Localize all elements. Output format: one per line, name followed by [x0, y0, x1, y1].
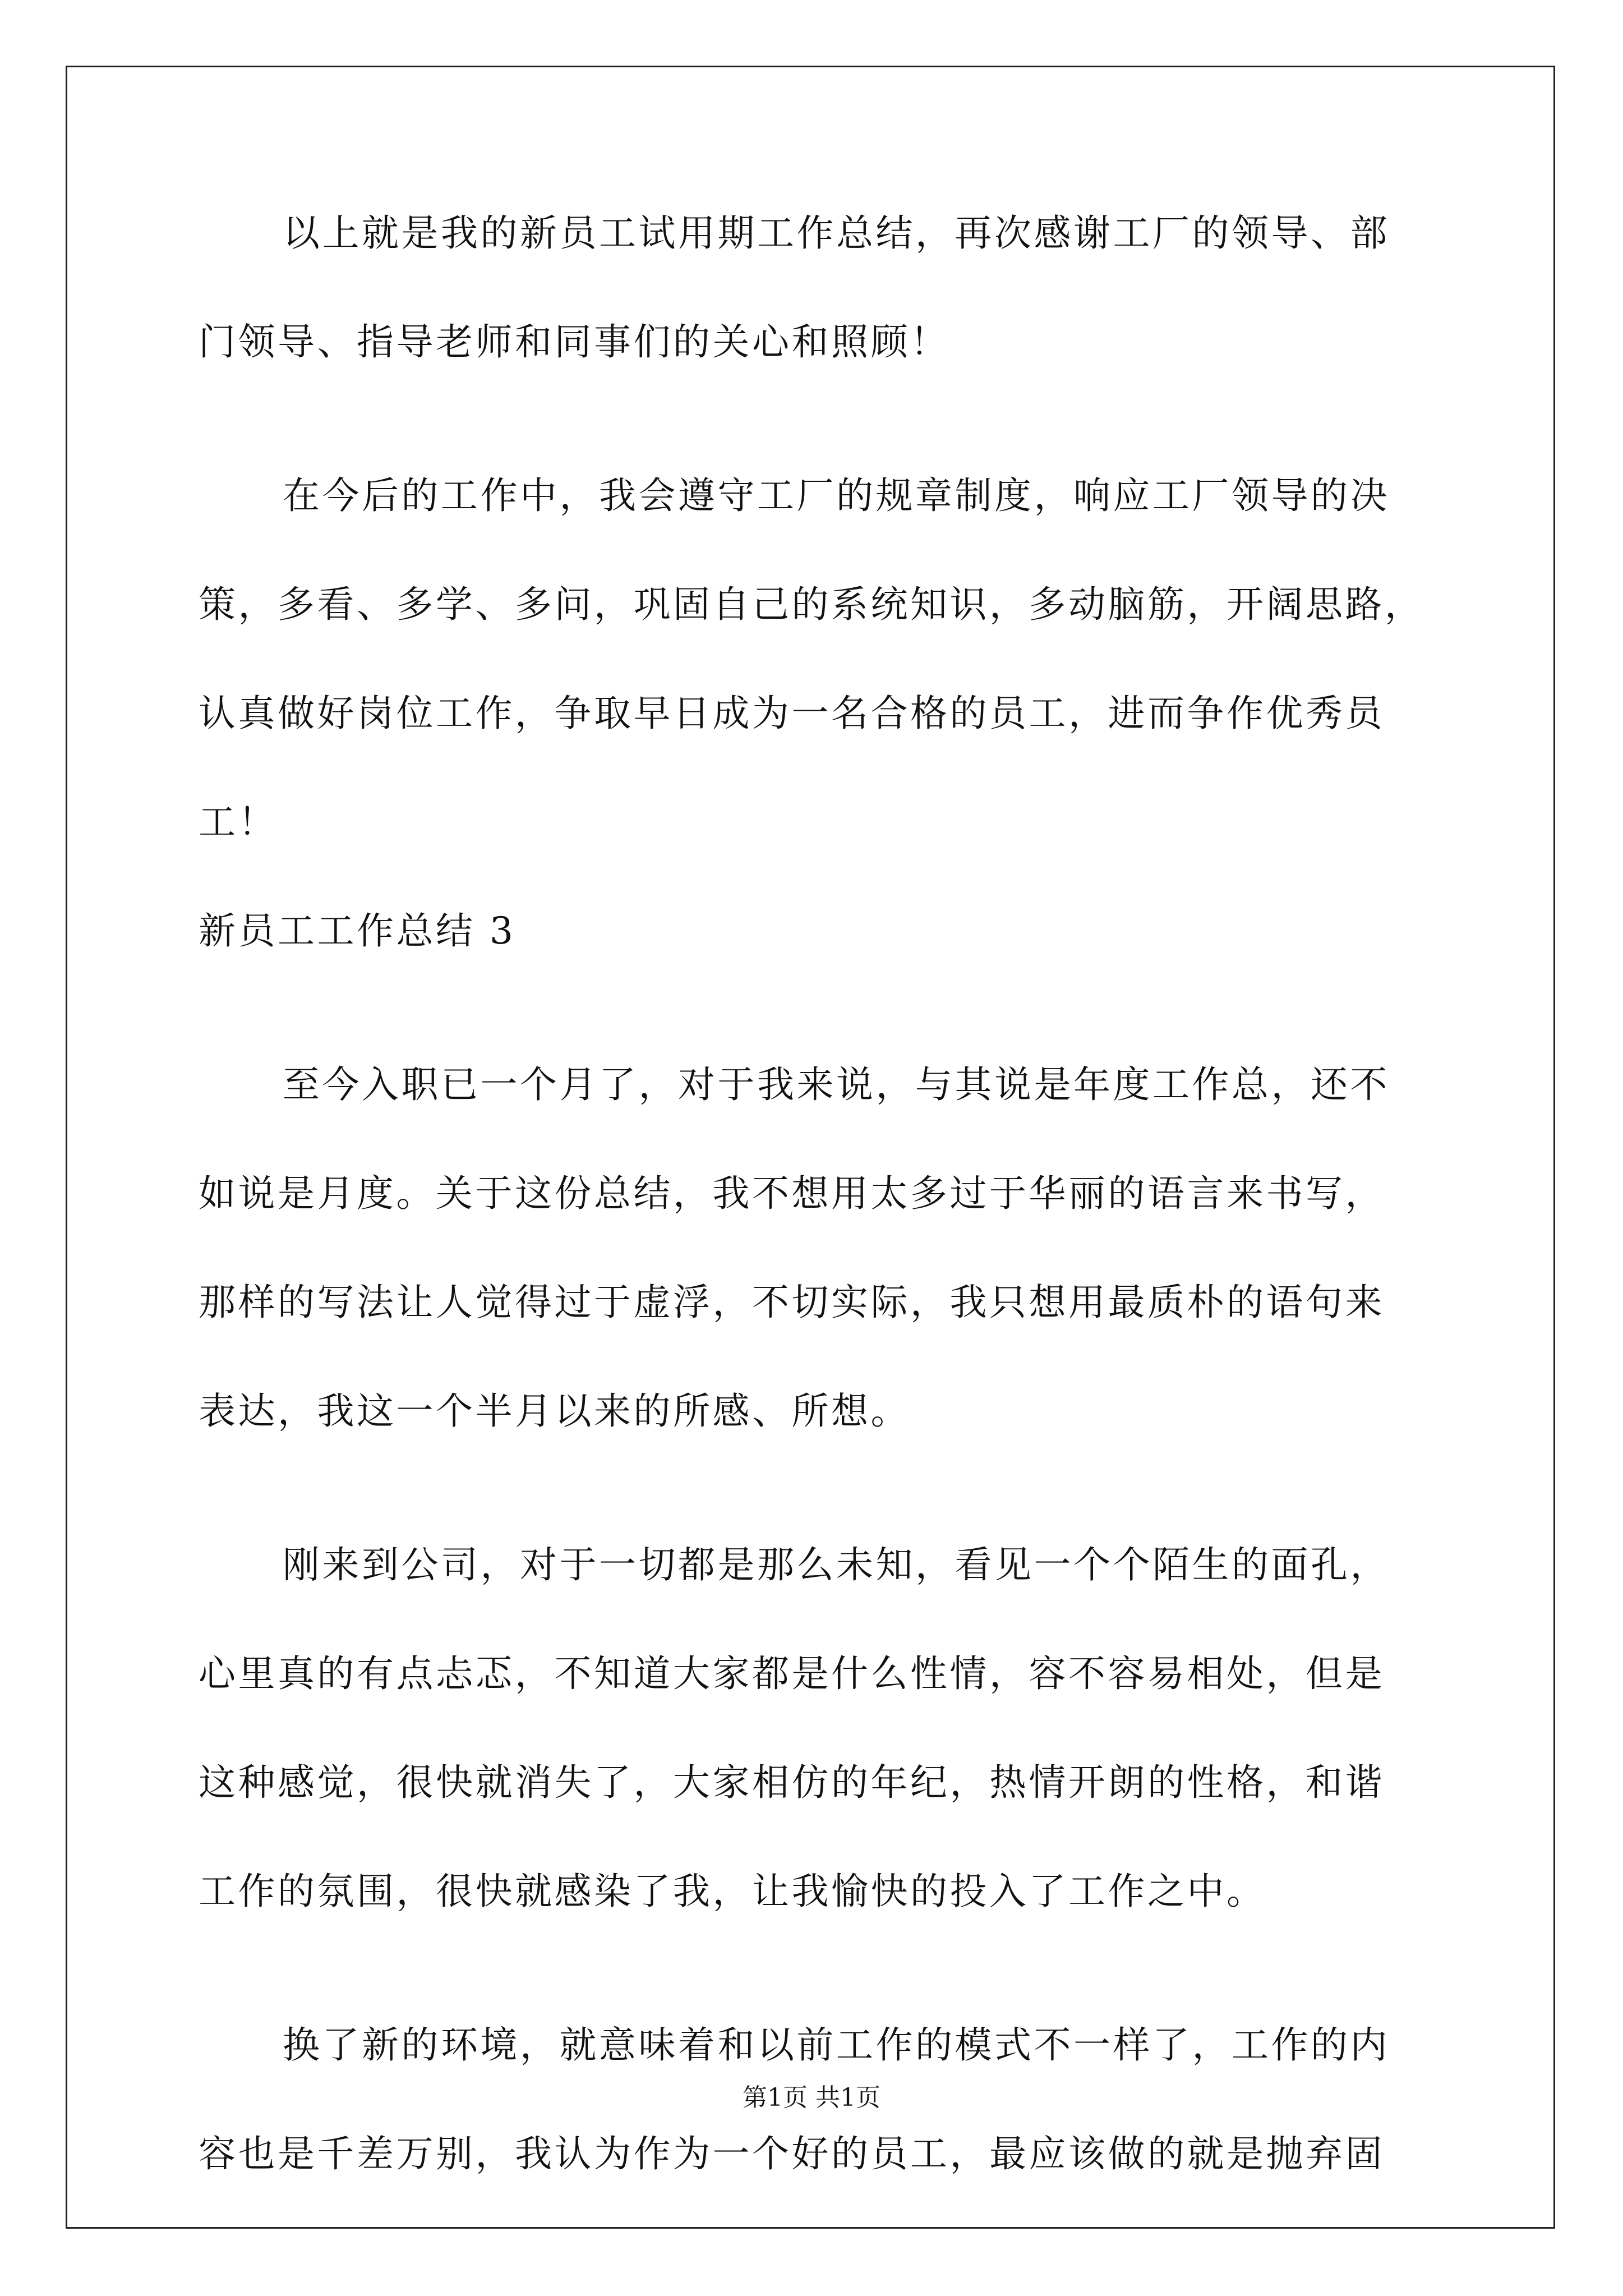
- paragraph-line: 工！: [199, 800, 278, 844]
- paragraph-line: 至今入职已一个月了，对于我来说，与其说是年度工作总，还不: [283, 1063, 1390, 1106]
- page-footer: 第1页 共1页: [743, 2083, 880, 2112]
- paragraph-line: 这种感觉，很快就消失了，大家相仿的年纪，热情开朗的性格，和谐: [199, 1761, 1385, 1804]
- paragraph-line: 认真做好岗位工作，争取早日成为一名合格的员工，进而争作优秀员: [199, 692, 1385, 735]
- paragraph-line: 如说是月度。关于这份总结，我不想用太多过于华丽的语言来书写，: [199, 1172, 1385, 1215]
- paragraph-line: 容也是千差万别，我认为作为一个好的员工，最应该做的就是抛弃固: [199, 2132, 1385, 2175]
- paragraph-line: 策，多看、多学、多问，巩固自己的系统知识，多动脑筋，开阔思路，: [199, 583, 1424, 626]
- paragraph-line: 换了新的环境，就意味着和以前工作的模式不一样了，工作的内: [283, 2023, 1390, 2067]
- document-body: [199, 211, 1430, 2177]
- paragraph-line: 那样的写法让人觉得过于虚浮，不切实际，我只想用最质朴的语句来: [199, 1281, 1385, 1324]
- paragraph-line: 工作的氛围，很快就感染了我，让我愉快的投入了工作之中。: [199, 1870, 1266, 1913]
- paragraph-line: 门领导、指导老师和同事们的关心和照顾！: [199, 320, 950, 364]
- section-heading: 新员工工作总结 3: [199, 909, 516, 953]
- paragraph-line: 心里真的有点忐忑，不知道大家都是什么性情，容不容易相处，但是: [199, 1652, 1385, 1695]
- paragraph-line: 以上就是我的新员工试用期工作总结，再次感谢工厂的领导、部: [283, 211, 1390, 255]
- paragraph-line: 表达，我这一个半月以来的所感、所想。: [199, 1389, 910, 1433]
- paragraph-line: 在今后的工作中，我会遵守工厂的规章制度，响应工厂领导的决: [283, 474, 1390, 517]
- paragraph-line: 刚来到公司，对于一切都是那么未知，看见一个个陌生的面孔，: [283, 1543, 1390, 1586]
